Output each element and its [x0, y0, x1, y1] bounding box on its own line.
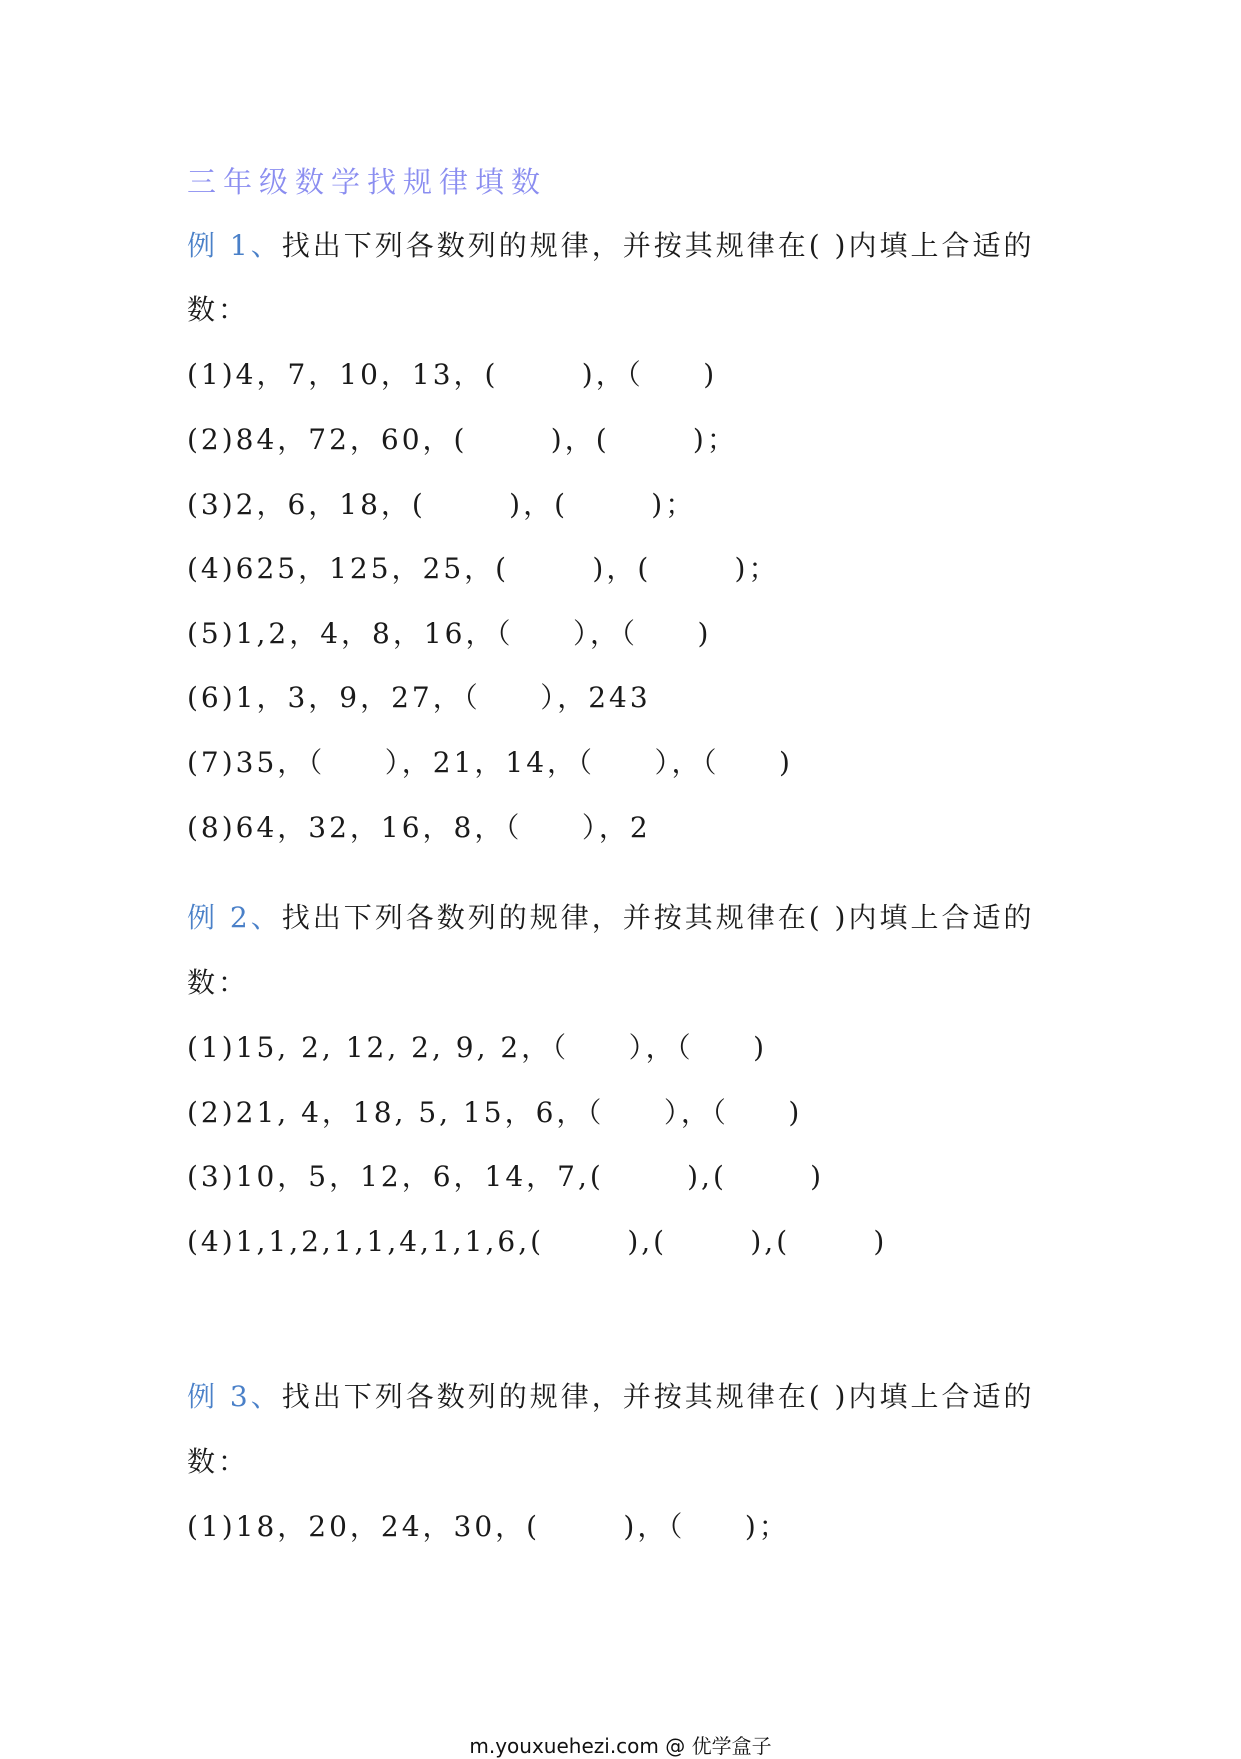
list-item: (4)625，125，25，( )，( )；	[187, 552, 780, 585]
example-3-prompt-text: 找出下列各数列的规律，并按其规律在( )内填上合适的	[281, 1380, 1035, 1413]
example-3-prompt-cont: 数：	[187, 1445, 250, 1478]
example-1-prompt-text: 找出下列各数列的规律，并按其规律在( )内填上合适的	[281, 229, 1035, 262]
example-2-prompt-cont: 数：	[187, 966, 250, 999]
example-3-prompt	[187, 1377, 1034, 1417]
example-1-prompt	[187, 226, 1034, 266]
list-item: (1)18，20，24，30，( )，（ )；	[187, 1510, 790, 1543]
list-item: (4)1,1,2,1,1,4,1,1,6,( ),( ),( )	[187, 1225, 888, 1258]
example-3-label: 例 3、	[187, 1380, 282, 1413]
list-item: (7)35，（ ），21，14，（ ），（ )	[187, 746, 793, 779]
list-item: (5)1,2，4，8，16，（ ），（ )	[187, 617, 712, 650]
example-2-prompt	[187, 898, 1034, 938]
example-2-label: 例 2、	[187, 901, 282, 934]
list-item: (6)1，3，9，27，（ ），243	[187, 681, 651, 714]
list-item: (1)4，7，10，13，( )，（ )	[187, 358, 718, 391]
list-item: (3)10，5，12，6，14，7,( ),( )	[187, 1160, 825, 1193]
footer-watermark: m.youxuehezi.com @ 优学盒子	[469, 1734, 772, 1758]
list-item: (2)84，72，60，( )，( )；	[187, 423, 738, 456]
example-2-prompt-text: 找出下列各数列的规律，并按其规律在( )内填上合适的	[281, 901, 1035, 934]
example-1-label: 例 1、	[187, 229, 282, 262]
list-item: (2)21, 4，18, 5, 15，6，（ ），（ )	[187, 1096, 803, 1129]
list-item: (1)15, 2, 12, 2, 9, 2，（ ），（ )	[187, 1031, 768, 1064]
list-item: (8)64，32，16，8，（ ），2	[187, 811, 651, 844]
example-1-prompt-cont: 数：	[187, 293, 250, 326]
list-item: (3)2，6，18，( )，( )；	[187, 488, 697, 521]
page-title: 三年级数学找规律填数	[187, 165, 548, 199]
